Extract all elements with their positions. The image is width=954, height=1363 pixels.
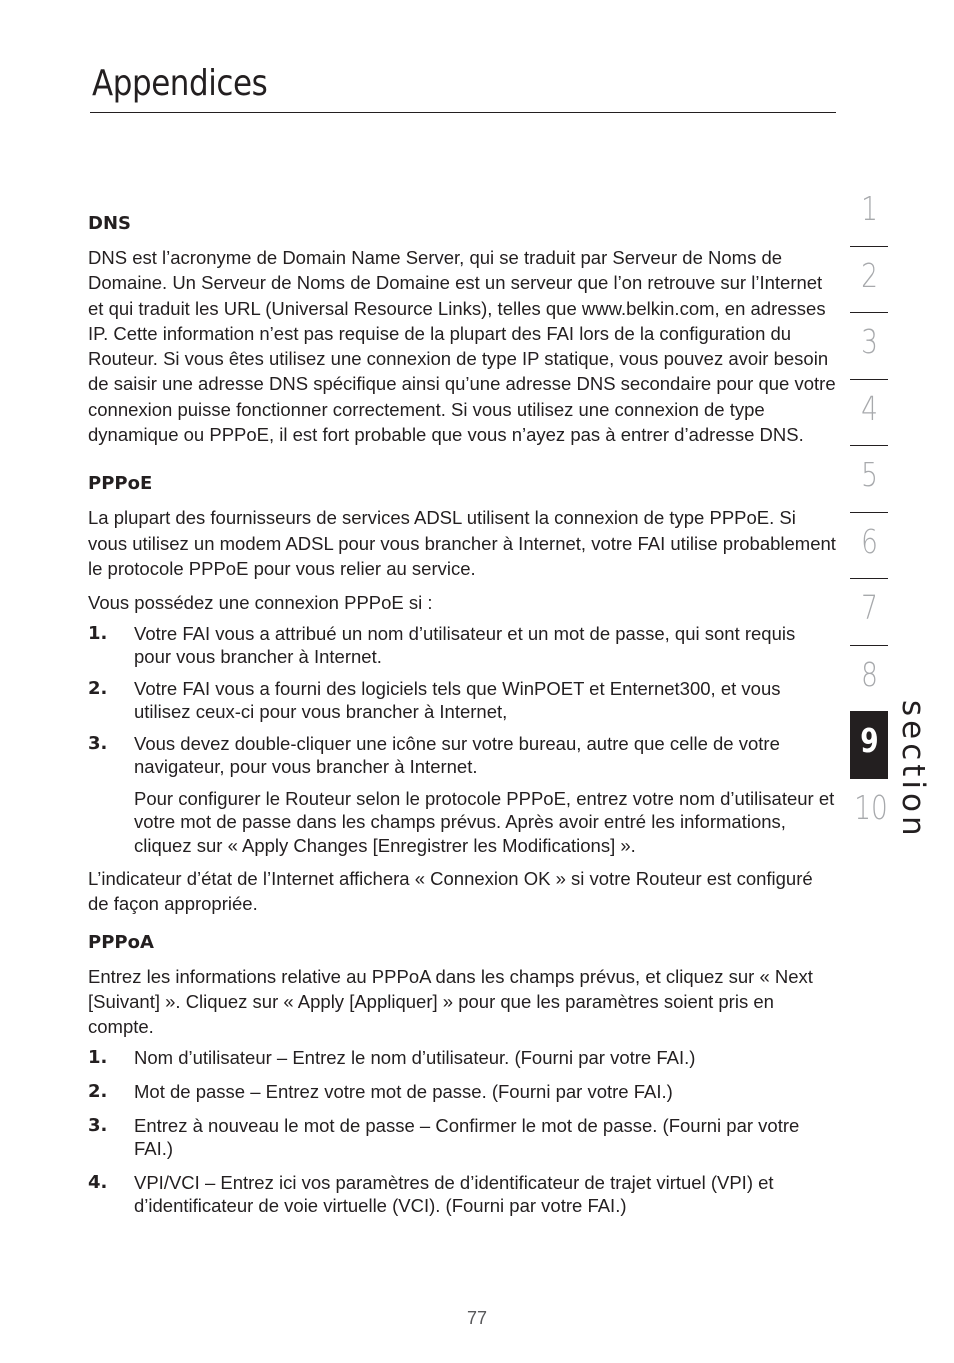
section-tab-8[interactable]: 8 — [850, 646, 888, 713]
page-title: Appendices — [92, 63, 268, 104]
section-tab-7[interactable]: 7 — [850, 579, 888, 646]
pppoa-steps-list — [88, 1046, 836, 1217]
list-item — [88, 1171, 836, 1217]
section-tab-9[interactable]: 9 — [850, 712, 888, 779]
dns-heading: DNS — [88, 213, 131, 234]
main-content — [88, 210, 836, 1228]
step-text: Entrez à nouveau le mot de passe – Confirmer le mot de passe. (Fourni par votre FAI.) — [134, 1114, 800, 1159]
section-label: section — [895, 700, 931, 840]
list-item — [88, 1114, 836, 1160]
step-number: 1. — [88, 622, 108, 644]
step-text: VPI/VCI – Entrez ici vos paramètres de d’identificateur de trajet virtuel (VPI) et d’identificateur de voie virtuelle (VCI). (Fourni par votre FAI.) — [134, 1171, 774, 1216]
section-tab-2[interactable]: 2 — [850, 247, 888, 314]
step-text: Vous devez double-cliquer une icône sur votre bureau, autre que celle de votre navigateur, pour vous brancher à Internet. — [134, 732, 780, 777]
list-item — [88, 732, 836, 778]
step-number: 1. — [88, 1046, 108, 1068]
step-number: 3. — [88, 1114, 108, 1136]
step-number: 2. — [88, 677, 108, 699]
section-tab-5[interactable]: 5 — [850, 446, 888, 513]
step-text: Mot de passe – Entrez votre mot de passe. (Fourni par votre FAI.) — [134, 1080, 673, 1102]
pppoe-steps-list — [88, 622, 836, 778]
pppoe-config-note: Pour configurer le Routeur selon le protocole PPPoE, entrez votre nom d’utilisateur et votre mot de passe dans les champs prévus. Après avoir entré les informations, cliquez sur « Apply Changes [Enregistrer les Modifications] ». — [134, 787, 835, 856]
section-nav — [850, 180, 888, 844]
step-number: 2. — [88, 1080, 108, 1102]
pppoe-heading: PPPoE — [88, 473, 153, 495]
section-tab-4[interactable]: 4 — [850, 380, 888, 447]
list-item — [88, 1080, 836, 1103]
section-tab-6[interactable]: 6 — [850, 513, 888, 580]
step-text: Nom d’utilisateur – Entrez le nom d’utilisateur. (Fourni par votre FAI.) — [134, 1046, 696, 1068]
list-item — [88, 1046, 836, 1069]
section-tab-1[interactable]: 1 — [850, 180, 888, 247]
list-item — [88, 677, 836, 723]
pppoa-body: Entrez les informations relative au PPPoA dans les champs prévus, et cliquez sur « Next [Suivant] ». Cliquez sur « Apply [Appliquer] » pour que les paramètres soient pris en compte. — [88, 965, 813, 1038]
pppoe-status-note: L’indicateur d’état de l’Internet affichera « Connexion OK » si votre Routeur est configuré de façon appropriée. — [88, 868, 813, 915]
pppoe-intro: Vous possédez une connexion PPPoE si : — [88, 592, 433, 614]
step-text: Votre FAI vous a attribué un nom d’utilisateur et un mot de passe, qui sont requis pour vous brancher à Internet. — [134, 622, 796, 667]
section-tab-3[interactable]: 3 — [850, 313, 888, 380]
dns-body: DNS est l’acronyme de Domain Name Server, qui se traduit par Serveur de Noms de Domaine. Un Serveur de Noms de Domaine est un serveur que l’on retrouve sur l’Internet et qui traduit les URL (Universal Resource Links), telles que www.belkin.com, en adresses IP. Cette information n’est pas requise de la plupart des FAI lors de la configuration du Routeur. Si vous êtes utilisez une connexion de type IP statique, vous pouvez avoir besoin de saisir une adresse DNS spécifique ainsi qu’une adresse DNS secondaire pour que votre connexion puisse fonctionner correctement. Si vous utilisez une connexion de type dynamique ou PPPoE, il est fort probable que vous n’ayez pas à entrer d’adresse DNS. — [88, 247, 836, 446]
section-tab-10[interactable]: 10 — [854, 787, 888, 827]
title-divider — [90, 112, 836, 113]
list-item — [88, 622, 836, 668]
step-number: 3. — [88, 732, 108, 754]
step-text: Votre FAI vous a fourni des logiciels tels que WinPOET et Enternet300, et vous utilisez ceux-ci pour vous brancher à Internet, — [134, 677, 781, 722]
pppoe-body: La plupart des fournisseurs de services ADSL utilisent la connexion de type PPPoE. Si vous utilisez un modem ADSL pour vous brancher à Internet, votre FAI utilise probablement le protocole PPPoE pour vous relier au service. — [88, 507, 836, 579]
page-number: 77 — [466, 1308, 488, 1328]
step-number: 4. — [88, 1171, 108, 1193]
pppoa-heading: PPPoA — [88, 931, 154, 953]
